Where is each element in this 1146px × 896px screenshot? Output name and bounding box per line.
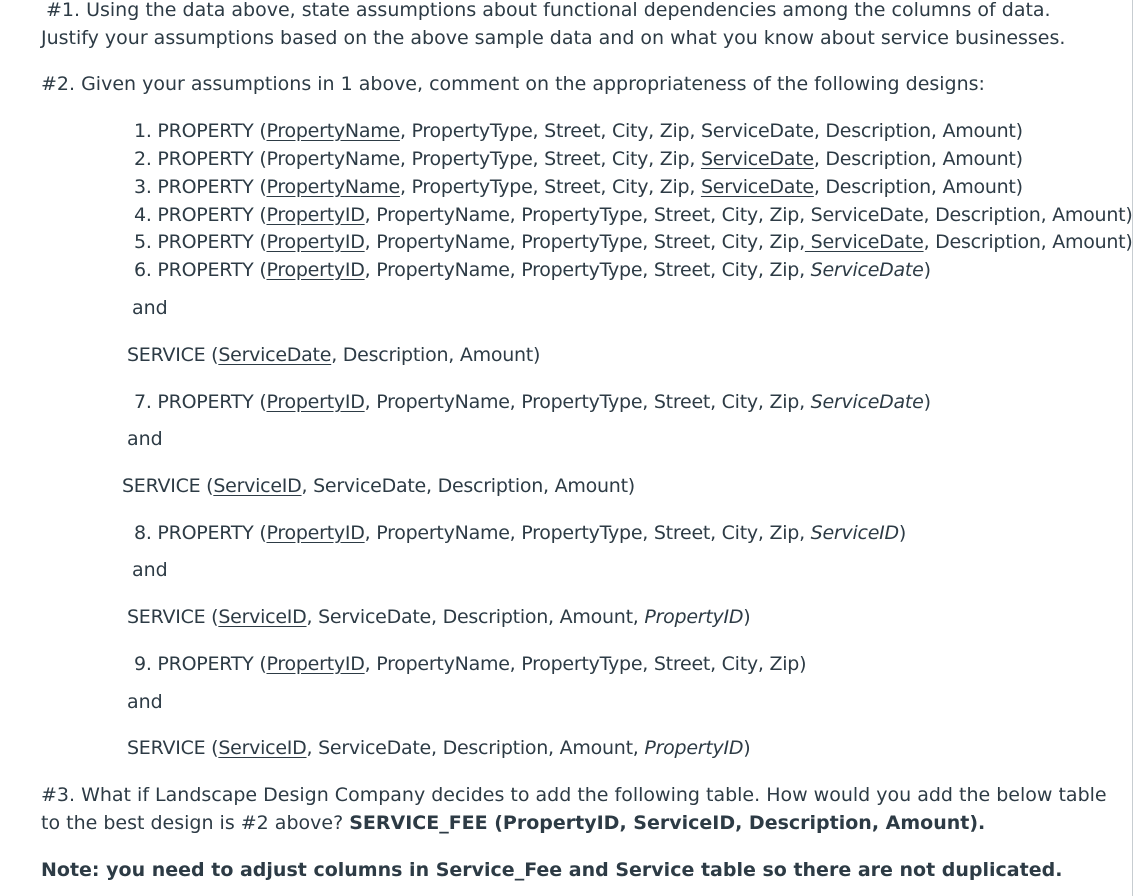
design-8-service xyxy=(127,603,750,631)
design-9-service-columns: , ServiceDate, Description, Amount, xyxy=(306,737,645,759)
design-3-prefix: 3. PROPERTY ( xyxy=(134,176,267,198)
question-1 xyxy=(41,0,1101,52)
question-3 xyxy=(41,781,1111,837)
design-7-service-columns: , ServiceDate, Description, Amount) xyxy=(301,475,635,497)
design-5-columns: , Description, Amount) xyxy=(923,231,1133,253)
design-6-service-columns: , Description, Amount) xyxy=(331,344,541,366)
design-2-prefix: 2. PROPERTY (PropertyName, PropertyType, Street, City, Zip, xyxy=(134,148,701,170)
design-6-service-primary-key: ServiceDate xyxy=(218,344,332,366)
design-4-prefix: 4. PROPERTY ( xyxy=(134,204,267,226)
design-6-foreign-key: ServiceDate xyxy=(810,259,924,281)
design-7-service xyxy=(122,472,635,500)
design-9-primary-key: PropertyID xyxy=(266,653,365,675)
note xyxy=(41,856,1062,884)
design-2 xyxy=(134,145,1023,173)
design-9-service xyxy=(127,734,750,762)
design-9-service-prefix: SERVICE ( xyxy=(127,737,219,759)
design-8-service-primary-key: ServiceID xyxy=(218,606,307,628)
design-6-and: and xyxy=(132,297,168,319)
design-9-service-close: ) xyxy=(743,737,751,759)
design-7-primary-key: PropertyID xyxy=(266,391,365,413)
design-7-columns: , PropertyName, PropertyType, Street, City, Zip, xyxy=(364,391,811,413)
question-2-text: #2. Given your assumptions in 1 above, comment on the appropriateness of the following designs: xyxy=(41,73,985,95)
design-8-service-prefix: SERVICE ( xyxy=(127,606,219,628)
design-3-columns: , Description, Amount) xyxy=(813,176,1023,198)
design-9-and: and xyxy=(127,691,163,713)
design-4-columns: , PropertyName, PropertyType, Street, City, Zip, ServiceDate, Description, Amount) xyxy=(364,204,1133,226)
design-9-columns: , PropertyName, PropertyType, Street, City, Zip) xyxy=(364,653,807,675)
design-3 xyxy=(134,173,1023,201)
design-8-prefix: 8. PROPERTY ( xyxy=(134,522,267,544)
design-5 xyxy=(134,228,1133,256)
design-8-foreign-key: ServiceID xyxy=(810,522,899,544)
design-9 xyxy=(134,650,806,678)
question-1-text: #1. Using the data above, state assumptions about functional dependencies among the columns of data. Justify your assumptions based on the above sample data and on what you know about service businesses. xyxy=(41,0,1066,49)
design-3-primary-key-2: ServiceDate xyxy=(700,176,814,198)
design-9-service-foreign-key: PropertyID xyxy=(644,737,744,759)
design-8-service-columns: , ServiceDate, Description, Amount, xyxy=(306,606,645,628)
design-6-close: ) xyxy=(923,259,931,281)
note-text: Note: you need to adjust columns in Service_Fee and Service table so there are not duplicated. xyxy=(41,859,1063,881)
design-1-columns: , PropertyType, Street, City, Zip, ServiceDate, Description, Amount) xyxy=(399,120,1023,142)
design-7-close: ) xyxy=(923,391,931,413)
design-4-primary-key: PropertyID xyxy=(266,204,365,226)
design-3-columns-mid: , PropertyType, Street, City, Zip, xyxy=(399,176,701,198)
design-2-primary-key: ServiceDate xyxy=(700,148,814,170)
design-8 xyxy=(134,519,906,547)
design-3-primary-key-1: PropertyName xyxy=(266,176,400,198)
design-8-close: ) xyxy=(898,522,907,544)
design-7 xyxy=(134,388,931,416)
design-9-prefix: 9. PROPERTY ( xyxy=(134,653,267,675)
design-7-and: and xyxy=(127,428,163,450)
design-6-primary-key: PropertyID xyxy=(266,259,365,281)
design-5-columns-mid: , PropertyName, PropertyType, Street, City, Zip, xyxy=(364,231,805,253)
design-1 xyxy=(134,117,1023,145)
design-6-service xyxy=(127,341,540,369)
design-1-primary-key: PropertyName xyxy=(266,120,400,142)
design-4 xyxy=(134,201,1133,229)
question-3-service-fee-table: SERVICE_FEE (PropertyID, ServiceID, Description, Amount). xyxy=(349,812,986,834)
design-5-primary-key-1: PropertyID xyxy=(266,231,365,253)
design-8-primary-key: PropertyID xyxy=(266,522,365,544)
design-5-primary-key-2: ServiceDate xyxy=(804,231,924,253)
design-6-columns: , PropertyName, PropertyType, Street, City, Zip, xyxy=(364,259,811,281)
design-5-prefix: 5. PROPERTY ( xyxy=(134,231,267,253)
design-8-and: and xyxy=(132,559,168,581)
page-right-border xyxy=(1132,0,1133,896)
design-2-columns: , Description, Amount) xyxy=(813,148,1023,170)
design-6-prefix: 6. PROPERTY ( xyxy=(134,259,267,281)
design-7-service-primary-key: ServiceID xyxy=(213,475,302,497)
design-9-service-primary-key: ServiceID xyxy=(218,737,307,759)
design-8-service-foreign-key: PropertyID xyxy=(644,606,744,628)
design-7-prefix: 7. PROPERTY ( xyxy=(134,391,267,413)
design-8-service-close: ) xyxy=(743,606,751,628)
design-6 xyxy=(134,256,931,284)
question-3-text: #3. What if Landscape Design Company decides to add the following table. How would you add the below table to the best design is #2 above? xyxy=(41,784,1107,834)
design-6-service-prefix: SERVICE ( xyxy=(127,344,219,366)
design-7-foreign-key: ServiceDate xyxy=(810,391,924,413)
design-1-prefix: 1. PROPERTY ( xyxy=(134,120,267,142)
design-7-service-prefix: SERVICE ( xyxy=(122,475,214,497)
question-2 xyxy=(41,70,985,98)
design-8-columns: , PropertyName, PropertyType, Street, City, Zip, xyxy=(364,522,811,544)
